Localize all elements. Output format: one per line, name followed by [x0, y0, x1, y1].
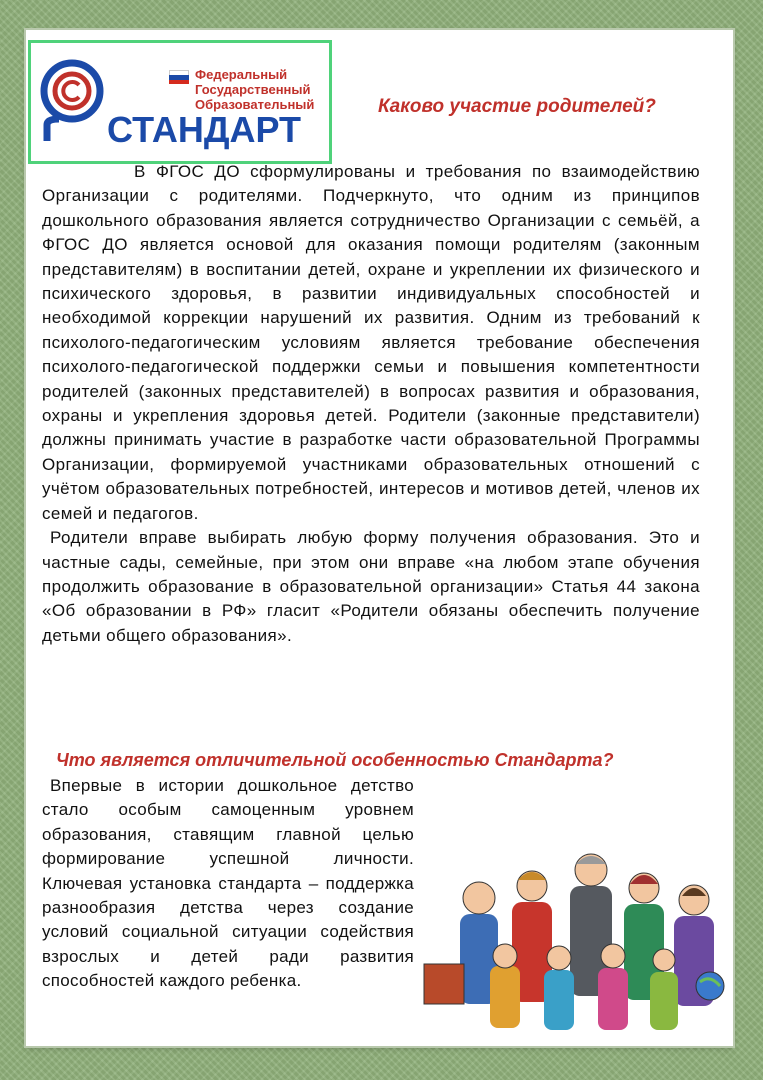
logo-line-1: Федеральный [195, 67, 288, 82]
logo-subtitle [195, 67, 314, 112]
logo-line-3: Образовательный [195, 97, 315, 112]
question-parents-participation: Каково участие родителей? [378, 96, 656, 117]
family-group-illustration [420, 846, 726, 1038]
question-standard-feature: Что является отличительной особенностью Стандарта? [56, 750, 614, 770]
main-text [42, 160, 700, 648]
logo-line-2: Государственный [195, 82, 311, 97]
document-page [26, 30, 733, 1046]
paragraph-parents-rights: Родители вправе выбирать любую форму получения образования. Это и частные сады, семейные, при этом они вправе «на любом этапе обучения продолжить образование в образовательной организации» Статья 44 закона «Об образовании в РФ» гласит «Родители обязаны обеспечить получение детьми общего образования». [42, 528, 700, 645]
paragraph-preschool-childhood: Впервые в истории дошкольное детство стало особым самоценным уровнем образования, ставящим главной целью формирование успешной личности. Ключевая установка стандарта – поддержка разнообразия детства через создание условий социальной ситуации содействия взрослых и детей ради развития способностей каждого ребенка. [42, 776, 414, 991]
fgos-logo [28, 40, 332, 164]
fgos-emblem-icon [39, 55, 105, 145]
russian-flag-icon [169, 70, 189, 83]
logo-title: СТАНДАРТ [107, 109, 301, 150]
lower-text [42, 774, 414, 994]
paragraph-fgos-requirements: В ФГОС ДО сформулированы и требования по взаимодействию Организации с родителями. Подчеркнуто, что одним из принципов дошкольного образования является сотрудничество Организации с семьёй, а ФГОС ДО является основой для оказания помощи родителям (законным представителям) в воспитании детей, охране и укреплении их физического и психического здоровья, в развитии индивидуальных способностей и необходимой коррекции нарушений их развития. Одним из требований к психолого-педагогическим условиям является требование обеспечения психолого-педагогической поддержки семьи и повышения компетентности родителей (законных представителей) в вопросах развития и образования, охраны и укрепления здоровья детей. Родители (законные представители) должны принимать участие в разработке части образовательной Программы Организации, формируемой участниками образовательных отношений с учётом образовательных потребностей, интересов и мотивов детей, членов их семей и педагогов. [42, 162, 700, 523]
